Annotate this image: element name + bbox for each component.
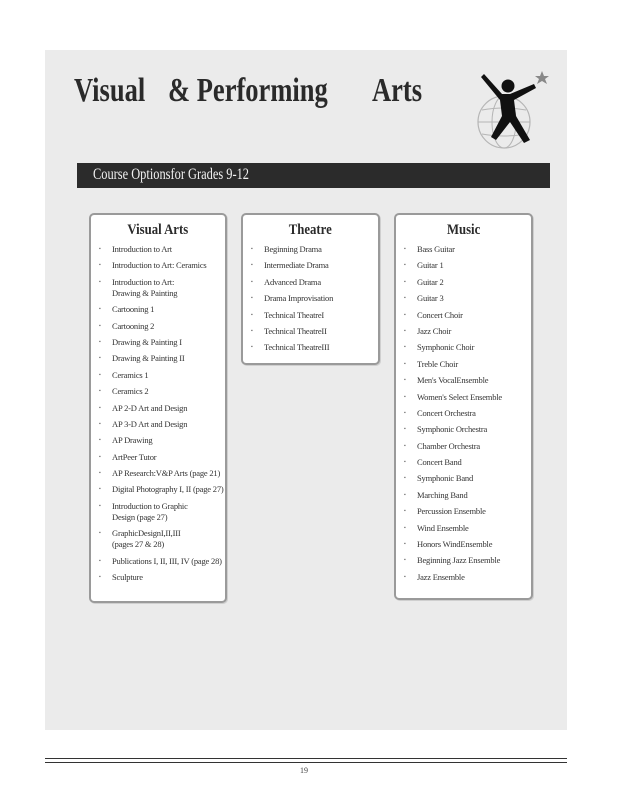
- list-item: ▪ Guitar 2: [396, 277, 531, 288]
- list-item: ▪ AP Drawing: [91, 435, 225, 446]
- music-list: [396, 244, 531, 588]
- list-item: ▪ AP 2-D Art and Design: [91, 403, 225, 414]
- list-item: ▪ Jazz Choir: [396, 326, 531, 337]
- list-item: ▪ Sculpture: [91, 572, 225, 583]
- page-title-performing: & Performing: [168, 72, 328, 109]
- list-item: ▪ ArtPeer Tutor: [91, 452, 225, 463]
- list-item: ▪ Concert Choir: [396, 310, 531, 321]
- list-item: ▪ Concert Orchestra: [396, 408, 531, 419]
- list-item: ▪ Drama Improvisation: [243, 293, 378, 304]
- course-options-banner: [77, 163, 550, 188]
- page-title-arts: Arts: [372, 72, 423, 109]
- list-item: ▪ Introduction to Graphic Design (page 27): [91, 501, 225, 523]
- list-item: ▪ Beginning Drama: [243, 244, 378, 255]
- list-item: ▪ Cartooning 1: [91, 304, 225, 315]
- list-item: ▪ Guitar 3: [396, 293, 531, 304]
- list-item: ▪ Men's VocalEnsemble: [396, 375, 531, 386]
- list-item: ▪ Treble Choir: [396, 359, 531, 370]
- list-item: ▪ Marching Band: [396, 490, 531, 501]
- list-item: ▪ Symphonic Orchestra: [396, 424, 531, 435]
- list-item: ▪ GraphicDesignI,II,III (pages 27 & 28): [91, 528, 225, 550]
- list-item: ▪ Technical TheatreIII: [243, 342, 378, 353]
- list-item: ▪ Wind Ensemble: [396, 523, 531, 534]
- list-item: ▪ Publications I, II, III, IV (page 28): [91, 556, 225, 567]
- list-item: ▪ Concert Band: [396, 457, 531, 468]
- list-item: ▪ AP 3-D Art and Design: [91, 419, 225, 430]
- list-item: ▪ Technical TheatreII: [243, 326, 378, 337]
- list-item: ▪ Ceramics 2: [91, 386, 225, 397]
- list-item: ▪ Introduction to Art: Drawing & Painting: [91, 277, 225, 299]
- banner-text: Course Optionsfor Grades 9-12: [93, 166, 250, 183]
- list-item: ▪ Bass Guitar: [396, 244, 531, 255]
- list-item: ▪ Drawing & Painting II: [91, 353, 225, 364]
- list-item: ▪ Percussion Ensemble: [396, 506, 531, 517]
- list-item: ▪ Advanced Drama: [243, 277, 378, 288]
- list-item: ▪ AP Research:V&P Arts (page 21): [91, 468, 225, 479]
- theatre-list: [243, 244, 378, 359]
- list-item: ▪ Digital Photography I, II (page 27): [91, 484, 225, 495]
- list-item: ▪ Women's Select Ensemble: [396, 392, 531, 403]
- list-item: ▪ Symphonic Choir: [396, 342, 531, 353]
- music-box: [394, 213, 533, 600]
- list-item: ▪ Technical TheatreI: [243, 310, 378, 321]
- footer-divider-bottom: [45, 762, 567, 763]
- footer-divider-top: [45, 758, 567, 759]
- page-number: 19: [300, 766, 308, 775]
- list-item: ▪ Guitar 1: [396, 260, 531, 271]
- list-item: ▪ Intermediate Drama: [243, 260, 378, 271]
- list-item: ▪ Introduction to Art: [91, 244, 225, 255]
- list-item: ▪ Jazz Ensemble: [396, 572, 531, 583]
- list-item: ▪ Beginning Jazz Ensemble: [396, 555, 531, 566]
- list-item: ▪ Symphonic Band: [396, 473, 531, 484]
- list-item: ▪ Ceramics 1: [91, 370, 225, 381]
- theatre-box: [241, 213, 380, 365]
- list-item: ▪ Honors WindEnsemble: [396, 539, 531, 550]
- music-heading: Music: [446, 222, 481, 238]
- theatre-heading: Theatre: [289, 222, 332, 238]
- visual-arts-list: [91, 244, 225, 588]
- visual-arts-heading: Visual Arts: [127, 222, 189, 238]
- list-item: ▪ Introduction to Art: Ceramics: [91, 260, 225, 271]
- list-item: ▪ Chamber Orchestra: [396, 441, 531, 452]
- performer-globe-logo: [472, 66, 554, 152]
- list-item: ▪ Cartooning 2: [91, 321, 225, 332]
- list-item: ▪ Drawing & Painting I: [91, 337, 225, 348]
- visual-arts-box: [89, 213, 227, 603]
- page-title-visual: Visual: [74, 72, 146, 109]
